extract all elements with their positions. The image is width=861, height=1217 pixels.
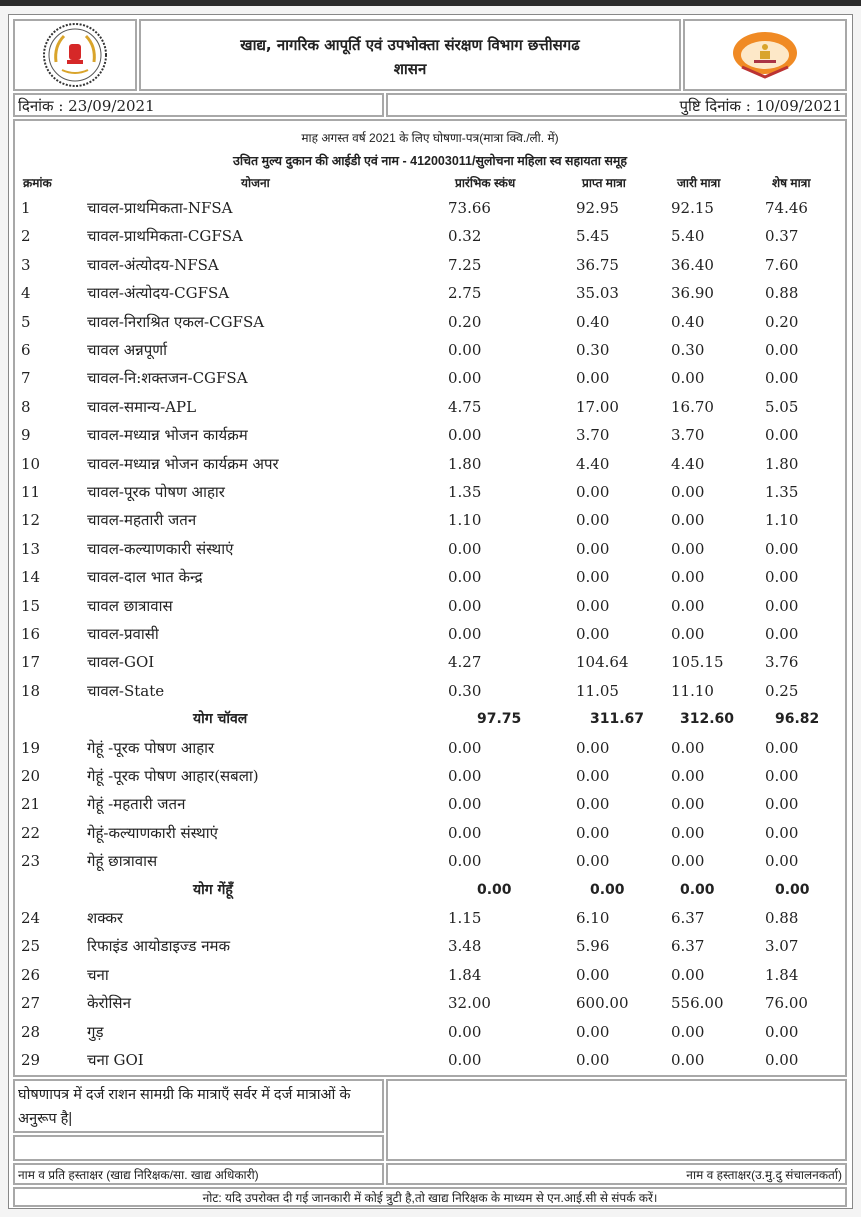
- received-qty: 0.00: [576, 369, 610, 388]
- issued-qty: 105.15: [671, 653, 724, 672]
- received-qty: 5.96: [576, 937, 610, 956]
- issued-qty: 0.00: [671, 852, 705, 871]
- received-qty: 6.10: [576, 909, 610, 927]
- received-qty: 0.00: [576, 625, 610, 643]
- opening-stock: 0.00: [448, 852, 482, 871]
- scheme-name: चावल छात्रावास: [87, 596, 173, 615]
- balance-qty: 1.80: [765, 454, 799, 473]
- serial-number: 5: [21, 312, 31, 331]
- received-qty: 0.00: [576, 823, 610, 842]
- table-row: [15, 847, 845, 875]
- opening-stock: 1.84: [448, 965, 482, 984]
- balance-qty: 0.20: [765, 312, 799, 331]
- balance-qty: 0.00: [765, 852, 799, 871]
- received-qty: 0.00: [576, 511, 610, 530]
- balance-qty: 0.00: [765, 539, 799, 558]
- opening-stock: 0.00: [448, 596, 482, 615]
- opening-stock: 0.00: [448, 568, 482, 587]
- received-qty: 5.45: [576, 227, 610, 246]
- inspector-signature-label: नाम व प्रति हस्ताक्षर (खाद्य निरिक्षक/सा. खाद्य अधिकारी): [13, 1163, 384, 1185]
- opening-stock: 0.00: [448, 369, 482, 388]
- date-cell: दिनांक : 23/09/2021: [13, 93, 384, 117]
- balance-qty: 0.00: [765, 795, 799, 814]
- opening-stock: 0.00: [448, 795, 482, 814]
- issued-qty: 0.00: [671, 823, 705, 842]
- issued-qty: 0.40: [671, 312, 705, 331]
- balance-qty: 0.00: [765, 625, 799, 643]
- serial-number: 27: [21, 994, 41, 1013]
- table-row: [15, 989, 845, 1017]
- balance-qty: 0.00: [765, 1051, 799, 1069]
- scheme-name: गेहूं -महतारी जतन: [87, 795, 186, 814]
- issued-qty: 4.40: [671, 454, 705, 473]
- scheme-name: चावल-प्राथमिकता-CGFSA: [87, 227, 243, 246]
- received-qty: 0.00: [576, 539, 610, 558]
- issued-qty: 16.70: [671, 397, 714, 416]
- serial-number: 28: [21, 1022, 41, 1041]
- scheme-name: गेहूं -पूरक पोषण आहार(सबला): [87, 767, 259, 785]
- serial-number: 20: [21, 767, 41, 785]
- note-text: नोट: यदि उपरोक्त दी गई जानकारी में कोई त्रुटी है,तो खाद्य निरिक्षक के माध्यम से एन.आई.सी से संपर्क करें।: [13, 1187, 847, 1207]
- received-qty: 0.00: [576, 1022, 610, 1041]
- scheme-name: चावल-पूरक पोषण आहार: [87, 483, 225, 501]
- scheme-name: चावल-अंत्योदय-CGFSA: [87, 284, 230, 303]
- chhattisgarh-emblem-icon: [42, 22, 108, 88]
- table-row: [15, 762, 845, 790]
- scheme-name: चना: [87, 965, 109, 984]
- opening-stock: 0.00: [448, 767, 482, 785]
- received-qty: 17.00: [576, 397, 619, 416]
- table-row: [15, 932, 845, 960]
- scheme-name: चावल-दाल भात केन्द्र: [87, 568, 203, 587]
- issued-qty: 36.40: [671, 255, 714, 274]
- opening-stock: 0.00: [448, 426, 482, 445]
- scheme-name: शक्कर: [87, 909, 124, 927]
- table-row: [15, 506, 845, 534]
- issued-qty: 0.00: [671, 596, 705, 615]
- col-header-balance: शेष मात्रा: [772, 176, 811, 190]
- scheme-name: केरोसिन: [87, 994, 131, 1013]
- serial-number: 11: [21, 483, 41, 501]
- scheme-name: चावल-GOI: [87, 653, 155, 672]
- scheme-name: चावल-नि:शक्तजन-CGFSA: [87, 369, 248, 388]
- received-qty: 36.75: [576, 255, 619, 274]
- balance-qty: 0.37: [765, 227, 799, 246]
- balance-qty: 0.00: [765, 767, 799, 785]
- opening-stock: 73.66: [448, 199, 491, 217]
- received-qty: 35.03: [576, 284, 619, 303]
- scheme-name: गेहूं-कल्याणकारी संस्थाएं: [87, 823, 218, 842]
- serial-number: 14: [21, 568, 41, 587]
- table-row: [15, 904, 845, 932]
- opening-stock: 0.32: [448, 227, 482, 246]
- col-header-opening: प्रारंभिक स्कंध: [455, 176, 516, 190]
- issued-qty: 0.00: [671, 483, 705, 501]
- opening-stock: 0.00: [448, 738, 482, 757]
- issued-total: 312.60: [680, 711, 735, 728]
- scheme-name: चावल-प्रवासी: [87, 625, 159, 643]
- serial-number: 3: [21, 255, 31, 274]
- opening-stock: 0.00: [448, 1022, 482, 1041]
- issued-qty: 5.40: [671, 227, 705, 246]
- table-row: [15, 478, 845, 506]
- issued-qty: 11.10: [671, 681, 714, 700]
- table-row: [15, 790, 845, 818]
- opening-stock: 32.00: [448, 994, 491, 1013]
- received-qty: 0.40: [576, 312, 610, 331]
- received-qty: 0.00: [576, 795, 610, 814]
- issued-qty: 0.00: [671, 511, 705, 530]
- issued-qty: 92.15: [671, 199, 714, 217]
- issued-qty: 6.37: [671, 909, 705, 927]
- serial-number: 17: [21, 653, 41, 672]
- received-qty: 92.95: [576, 199, 619, 217]
- col-header-serial: क्रमांक: [23, 176, 52, 190]
- opening-stock: 4.27: [448, 653, 482, 672]
- table-row: [15, 308, 845, 336]
- opening-stock: 4.75: [448, 397, 482, 416]
- table-row: [15, 819, 845, 847]
- serial-number: 1: [21, 199, 31, 217]
- scheme-name: चावल-मध्यान्न भोजन कार्यक्रम: [87, 426, 248, 445]
- serial-number: 19: [21, 738, 41, 757]
- serial-number: 12: [21, 511, 41, 530]
- opening-total: 97.75: [477, 711, 522, 728]
- signature-area: [386, 1079, 847, 1161]
- total-label: योग गेंहूँ: [193, 881, 233, 898]
- table-row: [15, 421, 845, 449]
- scheme-name: चावल-समान्य-APL: [87, 397, 197, 416]
- serial-number: 9: [21, 426, 31, 445]
- table-row: [15, 535, 845, 563]
- serial-number: 6: [21, 341, 31, 359]
- scheme-name: रिफाइंड आयोडाइज्ड नमक: [87, 937, 231, 956]
- col-header-scheme: योजना: [241, 176, 270, 190]
- balance-qty: 1.10: [765, 511, 799, 530]
- serial-number: 15: [21, 596, 41, 615]
- serial-number: 24: [21, 909, 41, 927]
- opening-stock: 0.00: [448, 341, 482, 359]
- received-qty: 0.00: [576, 596, 610, 615]
- blank-cell-left: [13, 1135, 384, 1161]
- table-row: [15, 648, 845, 676]
- balance-qty: 76.00: [765, 994, 808, 1013]
- issued-qty: 0.00: [671, 369, 705, 388]
- total-row: [15, 705, 845, 733]
- table-row: [15, 563, 845, 591]
- table-row: [15, 1046, 845, 1074]
- scheme-name: चावल-कल्याणकारी संस्थाएं: [87, 539, 234, 558]
- opening-stock: 0.20: [448, 312, 482, 331]
- balance-qty: 3.76: [765, 653, 799, 672]
- department-title: खाद्य, नागरिक आपूर्ति एवं उपभोक्ता संरक्षण विभाग छत्तीसगढ: [240, 36, 580, 54]
- table-panel: [13, 119, 847, 1077]
- issued-qty: 0.00: [671, 965, 705, 984]
- left-logo-cell: [13, 19, 137, 91]
- issued-qty: 0.00: [671, 539, 705, 558]
- received-qty: 11.05: [576, 681, 619, 700]
- total-label: योग चॉवल: [193, 711, 248, 728]
- balance-qty: 0.25: [765, 681, 799, 700]
- col-header-received: प्राप्त मात्रा: [582, 176, 626, 190]
- col-header-issued: जारी मात्रा: [677, 176, 721, 190]
- confirm-date-cell: पुष्टि दिनांक : 10/09/2021: [386, 93, 847, 117]
- government-label: शासन: [393, 60, 427, 78]
- right-logo-cell: [683, 19, 847, 91]
- received-qty: 0.00: [576, 767, 610, 785]
- opening-stock: 0.00: [448, 625, 482, 643]
- balance-qty: 5.05: [765, 397, 799, 416]
- balance-qty: 0.00: [765, 369, 799, 388]
- balance-total: 96.82: [775, 711, 820, 728]
- issued-qty: 0.00: [671, 1051, 705, 1069]
- received-qty: 0.00: [576, 738, 610, 757]
- received-total: 311.67: [590, 711, 645, 728]
- serial-number: 7: [21, 369, 31, 388]
- serial-number: 4: [21, 284, 31, 303]
- table-row: [15, 393, 845, 421]
- table-row: [15, 734, 845, 762]
- table-row: [15, 279, 845, 307]
- opening-stock: 0.00: [448, 823, 482, 842]
- scheme-name: गेहूं छात्रावास: [87, 852, 158, 871]
- balance-qty: 1.84: [765, 965, 799, 984]
- balance-qty: 0.00: [765, 596, 799, 615]
- scheme-name: गुड़: [87, 1022, 104, 1041]
- balance-qty: 0.00: [765, 823, 799, 842]
- received-qty: 104.64: [576, 653, 629, 672]
- issued-qty: 0.00: [671, 568, 705, 587]
- serial-number: 13: [21, 539, 41, 558]
- opening-stock: 2.75: [448, 284, 482, 303]
- operator-signature-label: नाम व हस्ताक्षर(उ.मु.दु संचालनकर्ता): [386, 1163, 847, 1185]
- balance-qty: 1.35: [765, 483, 799, 501]
- serial-number: 23: [21, 852, 41, 871]
- issued-qty: 0.00: [671, 767, 705, 785]
- issued-qty: 36.90: [671, 284, 714, 303]
- received-qty: 0.00: [576, 965, 610, 984]
- scheme-name: चावल अन्नपूर्णा: [87, 341, 167, 359]
- scheme-name: चावल-प्राथमिकता-NFSA: [87, 199, 233, 217]
- serial-number: 26: [21, 965, 41, 984]
- issued-total: 0.00: [680, 881, 715, 898]
- opening-stock: 7.25: [448, 255, 482, 274]
- month-subtitle: माह अगस्त वर्ष 2021 के लिए घोषणा-पत्र(मात्रा क्वि./ली. में): [301, 131, 559, 145]
- received-qty: 600.00: [576, 994, 629, 1013]
- balance-qty: 0.88: [765, 909, 799, 927]
- total-row: [15, 876, 845, 904]
- balance-qty: 74.46: [765, 199, 808, 217]
- serial-number: 22: [21, 823, 41, 842]
- balance-total: 0.00: [775, 881, 810, 898]
- table-row: [15, 620, 845, 648]
- balance-qty: 7.60: [765, 255, 799, 274]
- table-row: [15, 1018, 845, 1046]
- serial-number: 25: [21, 937, 41, 956]
- serial-number: 18: [21, 681, 41, 700]
- scheme-name: चावल-मध्यान्न भोजन कार्यक्रम अपर: [87, 454, 279, 473]
- received-qty: 0.00: [576, 1051, 610, 1069]
- opening-total: 0.00: [477, 881, 512, 898]
- table-row: [15, 364, 845, 392]
- issued-qty: 0.00: [671, 1022, 705, 1041]
- opening-stock: 0.00: [448, 1051, 482, 1069]
- table-row: [15, 222, 845, 250]
- balance-qty: 3.07: [765, 937, 799, 956]
- received-total: 0.00: [590, 881, 625, 898]
- balance-qty: 0.00: [765, 426, 799, 445]
- table-row: [15, 336, 845, 364]
- received-qty: 0.00: [576, 568, 610, 587]
- declaration-text: घोषणापत्र में दर्ज राशन सामग्री कि मात्राएँ सर्वर में दर्ज मात्राओं के अनुरूप है|: [13, 1079, 384, 1133]
- opening-stock: 1.15: [448, 909, 482, 927]
- opening-stock: 1.80: [448, 454, 482, 473]
- declaration-page: [8, 14, 853, 1209]
- scheme-name: गेहूं -पूरक पोषण आहार: [87, 738, 215, 757]
- pds-logo-icon: [730, 29, 800, 81]
- top-bar: [0, 0, 861, 6]
- issued-qty: 556.00: [671, 994, 724, 1013]
- scheme-name: चावल-State: [87, 681, 165, 700]
- serial-number: 10: [21, 454, 41, 473]
- issued-qty: 0.00: [671, 738, 705, 757]
- opening-stock: 1.10: [448, 511, 482, 530]
- opening-stock: 0.00: [448, 539, 482, 558]
- opening-stock: 1.35: [448, 483, 482, 501]
- serial-number: 29: [21, 1051, 41, 1069]
- issued-qty: 3.70: [671, 426, 705, 445]
- balance-qty: 0.00: [765, 1022, 799, 1041]
- received-qty: 0.30: [576, 341, 610, 359]
- issued-qty: 0.00: [671, 625, 705, 643]
- serial-number: 21: [21, 795, 41, 814]
- scheme-name: चावल-महतारी जतन: [87, 511, 197, 530]
- table-row: [15, 251, 845, 279]
- serial-number: 2: [21, 227, 31, 246]
- received-qty: 3.70: [576, 426, 610, 445]
- balance-qty: 0.00: [765, 341, 799, 359]
- balance-qty: 0.00: [765, 568, 799, 587]
- received-qty: 0.00: [576, 852, 610, 871]
- serial-number: 8: [21, 397, 31, 416]
- title-cell: [139, 19, 681, 91]
- balance-qty: 0.00: [765, 738, 799, 757]
- scheme-name: चना GOI: [87, 1051, 144, 1069]
- table-row: [15, 450, 845, 478]
- shop-info: उचित मुल्य दुकान की आईडी एवं नाम - 412003011/सुलोचना महिला स्व सहायता समूह: [232, 154, 628, 168]
- scheme-name: चावल-अंत्योदय-NFSA: [87, 255, 219, 274]
- issued-qty: 0.30: [671, 341, 705, 359]
- table-row: [15, 194, 845, 222]
- opening-stock: 3.48: [448, 937, 482, 956]
- serial-number: 16: [21, 625, 41, 643]
- opening-stock: 0.30: [448, 681, 482, 700]
- issued-qty: 6.37: [671, 937, 705, 956]
- balance-qty: 0.88: [765, 284, 799, 303]
- scheme-name: चावल-निराश्रित एकल-CGFSA: [87, 312, 265, 331]
- table-row: [15, 677, 845, 705]
- issued-qty: 0.00: [671, 795, 705, 814]
- table-row: [15, 592, 845, 620]
- table-row: [15, 961, 845, 989]
- received-qty: 4.40: [576, 454, 610, 473]
- received-qty: 0.00: [576, 483, 610, 501]
